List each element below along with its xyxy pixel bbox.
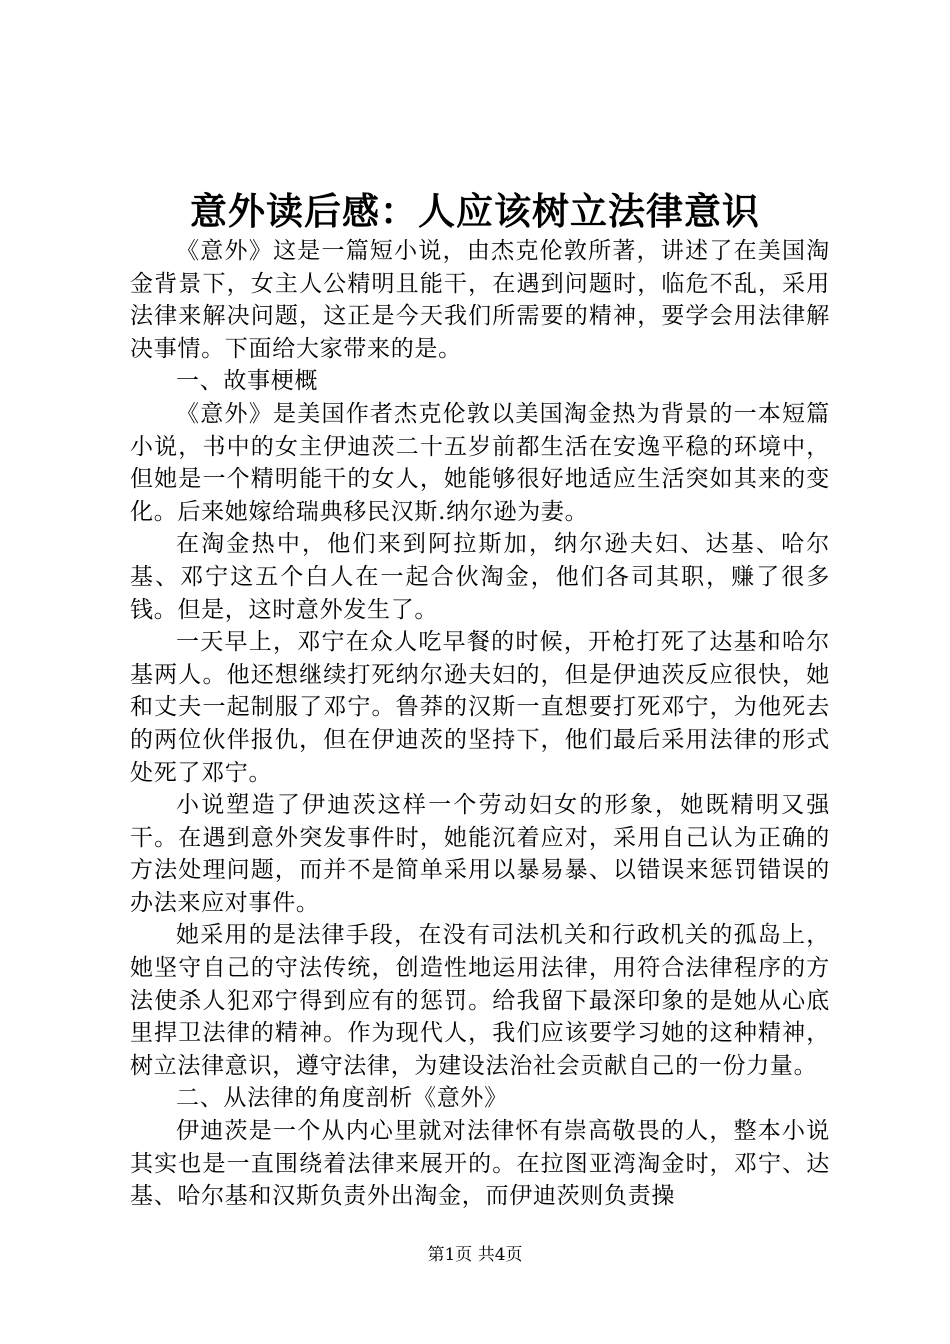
section-heading-summary: 一、故事梗概: [176, 368, 319, 395]
paragraph: 小说塑造了伊迪茨这样一个劳动妇女的形象，她既精明又强干。在遇到意外突发事件时，她能沉着应对，采用自己认为正确的方法处理问题，而并不是简单采用以暴易暴、以错误来惩罚错误的办法来应对事件。: [130, 792, 830, 916]
page-title: 意外读后感：人应该树立法律意识: [190, 189, 760, 233]
paragraph: 一天早上，邓宁在众人吃早餐的时候，开枪打死了达基和哈尔基两人。他还想继续打死纳尔逊夫妇的，但是伊迪茨反应很快，她和丈夫一起制服了邓宁。鲁莽的汉斯一直想要打死邓宁，为他死去的两位伙伴报仇，但在伊迪茨的坚持下，他们最后采用法律的形式处死了邓宁。: [130, 629, 830, 786]
paragraph-intro: 《意外》这是一篇短小说，由杰克伦敦所著，讲述了在美国淘金背景下，女主人公精明且能干，在遇到问题时，临危不乱，采用法律来解决问题，这正是今天我们所需要的精神，要学会用法律解决事情。下面给大家带来的是。: [130, 238, 830, 362]
paragraph: 《意外》是美国作者杰克伦敦以美国淘金热为背景的一本短篇小说，书中的女主伊迪茨二十五岁前都生活在安逸平稳的环境中，但她是一个精明能干的女人，她能够很好地适应生活突如其来的变化。后来她嫁给瑞典移民汉斯.纳尔逊为妻。: [130, 400, 830, 525]
section-heading-legal-analysis: 二、从法律的角度剖析《意外》: [176, 1085, 508, 1112]
paragraph: 伊迪茨是一个从内心里就对法律怀有崇高敬畏的人，整本小说其实也是一直围绕着法律来展开的。在拉图亚湾淘金时，邓宁、达基、哈尔基和汉斯负责外出淘金，而伊迪茨则负责操: [130, 1118, 830, 1210]
paragraph: 她采用的是法律手段，在没有司法机关和行政机关的孤岛上，她坚守自己的守法传统，创造性地运用法律，用符合法律程序的方法使杀人犯邓宁得到应有的惩罚。给我留下最深印象的是她从心底里捍卫法律的精神。作为现代人，我们应该要学习她的这种精神，树立法律意识，遵守法律，为建设法治社会贡献自己的一份力量。: [130, 922, 830, 1079]
document-body: [130, 235, 830, 1213]
paragraph: 在淘金热中，他们来到阿拉斯加，纳尔逊夫妇、达基、哈尔基、邓宁这五个白人在一起合伙淘金，他们各司其职，赚了很多钱。但是，这时意外发生了。: [130, 531, 830, 623]
page-footer: 第1页 共4页: [427, 1245, 523, 1265]
